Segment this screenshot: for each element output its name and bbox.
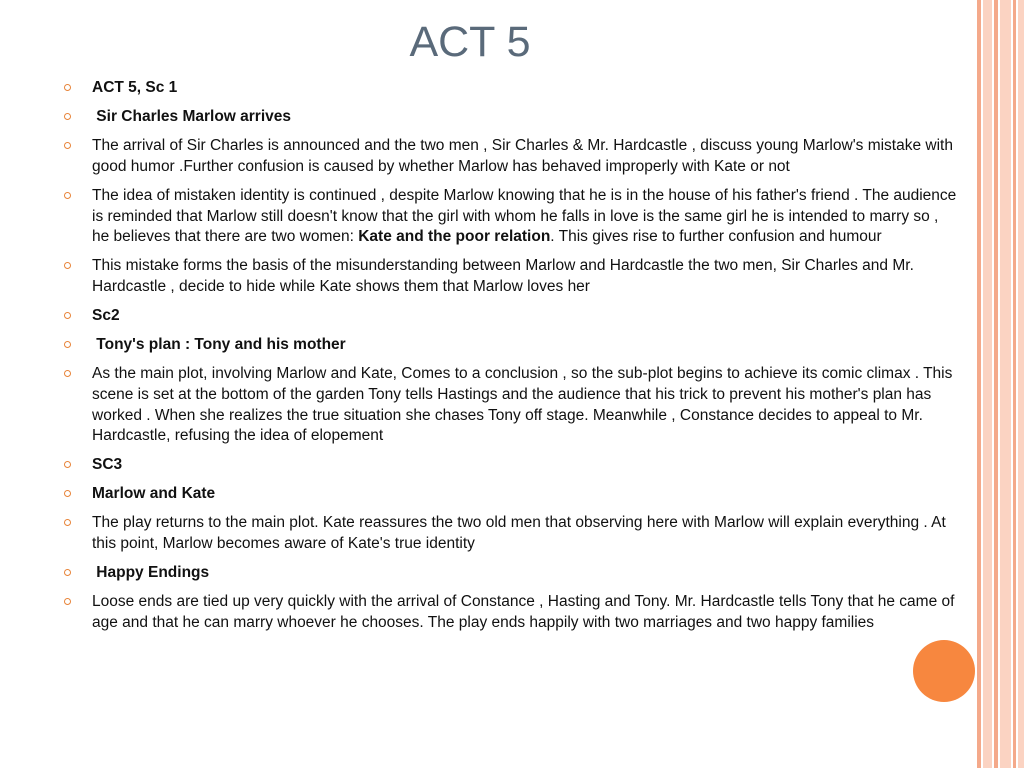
bullet-icon xyxy=(64,262,71,269)
bullet-text: Sir Charles Marlow arrives xyxy=(92,107,292,125)
bullet-text: The idea of mistaken identity is continued , despite Marlow knowing that he is in the house of his father's friend . The audience is reminded that Marlow still doesn't know that the girl with whom he falls in love is the same girl he is intended to marry so , he believes that there are two women: xyxy=(92,186,957,246)
bullet-item xyxy=(62,513,957,555)
bullet-text: Happy Endings xyxy=(92,564,210,582)
bullet-text: . This gives rise to further confusion and humour xyxy=(550,228,882,246)
bullet-text: Loose ends are tied up very quickly with the arrival of Constance , Hasting and Tony. Mr. Hardcastle tells Tony that he came of age and that he can marry whoever he chooses. The play ends happily with two marriages and two happy families xyxy=(92,593,955,631)
bullet-text: Tony's plan : Tony and his mother xyxy=(92,336,346,354)
decorative-circle xyxy=(913,640,975,702)
decorative-stripe xyxy=(1000,0,1011,768)
decorative-stripe xyxy=(994,0,998,768)
bullet-text: ACT 5, Sc 1 xyxy=(92,79,178,96)
bullet-text: Sc2 xyxy=(92,307,120,325)
bullet-item-heading xyxy=(62,563,957,584)
bullet-item-heading xyxy=(62,306,957,327)
bullet-text: The play returns to the main plot. Kate reassures the two old men that observing here with Marlow will explain everything . At this point, Marlow becomes aware of Kate's true identity xyxy=(92,514,946,553)
bullet-icon xyxy=(64,341,71,348)
bullet-icon xyxy=(64,84,71,91)
bullet-item xyxy=(62,186,957,248)
bullet-item xyxy=(62,136,957,178)
bullet-item xyxy=(62,592,957,634)
bullet-icon xyxy=(64,461,71,468)
bullet-text-emphasis: Kate and the poor relation xyxy=(358,228,551,246)
bullet-item-heading xyxy=(62,484,957,505)
decorative-stripe xyxy=(1018,0,1024,768)
bullet-icon xyxy=(64,519,71,526)
bullet-text: The arrival of Sir Charles is announced and the two men , Sir Charles & Mr. Hardcastle , discuss young Marlow's mistake with good humor .Further confusion is caused by whether Marlow has behaved improperly with Kate or not xyxy=(92,136,953,175)
bullet-icon xyxy=(64,192,71,199)
bullet-icon xyxy=(64,598,71,605)
bullet-text: Marlow and Kate xyxy=(92,485,216,503)
bullet-item-heading xyxy=(62,107,957,128)
decorative-stripe xyxy=(1013,0,1016,768)
decorative-stripe xyxy=(977,0,981,768)
slide-title: ACT 5 xyxy=(409,18,531,66)
bullet-text: This mistake forms the basis of the misunderstanding between Marlow and Hardcastle the two men, Sir Charles and Mr. Hardcastle , decide to hide while Kate shows them that Marlow loves her xyxy=(92,257,914,296)
decorative-stripe xyxy=(983,0,992,768)
bullet-icon xyxy=(64,113,71,120)
bullet-icon xyxy=(64,312,71,319)
bullet-icon xyxy=(64,569,71,576)
bullet-item xyxy=(62,364,957,447)
bullet-icon xyxy=(64,142,71,149)
bullet-item xyxy=(62,256,957,298)
bullet-item-heading xyxy=(62,335,957,356)
bullet-text: SC3 xyxy=(92,456,123,474)
bullet-icon xyxy=(64,370,71,377)
bullet-item-heading xyxy=(62,455,957,476)
bullet-list xyxy=(62,78,957,642)
bullet-text: As the main plot, involving Marlow and Kate, Comes to a conclusion , so the sub-plot begins to achieve its comic climax . This scene is set at the bottom of the garden Tony tells Hastings and the audience that his trick to prevent his mother's plan has worked . When she realizes the true situation she chases Tony off stage. Meanwhile , Constance decides to appeal to Mr. Hardcastle, refusing the idea of elopement xyxy=(92,365,953,445)
bullet-icon xyxy=(64,490,71,497)
bullet-item-heading xyxy=(62,78,957,99)
